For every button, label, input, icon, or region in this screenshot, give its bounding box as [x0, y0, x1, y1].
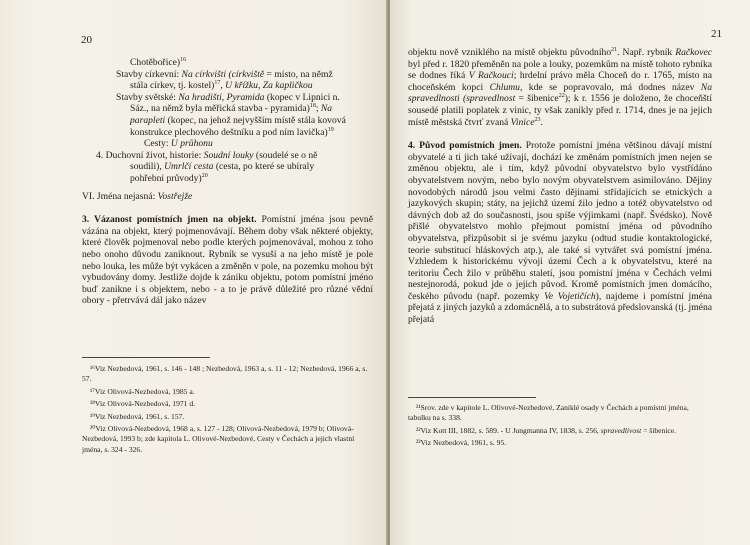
right-body-text: [408, 47, 712, 326]
text-line: Stavby světské: Na hradišti, Pyramida (kopec v Lipnici n.: [116, 91, 340, 103]
footnote-18: ¹⁸Viz Olivová-Nezbedová, 1971 d.: [90, 399, 196, 409]
text-line: Stavby církevní: Na církvišti (církviště = místo, na němž: [116, 68, 333, 80]
footnote-19: ¹⁹Viz Nezbedová, 1961, s. 157.: [90, 411, 185, 421]
page-number-left: 20: [81, 34, 92, 46]
section-3-paragraph: 3. Vázanost pomístních jmen na objekt. Pomístní jména jsou pevně vázána na objekt, který pojmenovávají. Během doby však některé objekty, které člověk pojmenoval nebo podle kterých pojmenovával, mohou z toho nebo onoho důvodu zaniknout. Rybník se vysuší a na jeho místě je pole nebo louka, les může být vykácen a změněn v pole, na pozemku mohou být vybudovány domy. Jestliže dojde k zániku objektu, potom pomístní jméno buď zanikne i s objektem, nebo - a to je právě důležité pro různé vědní obory - přetrvává dál jako název: [82, 214, 373, 307]
page-number-right: 21: [711, 28, 722, 40]
right-footnotes: [408, 403, 710, 451]
text-line: Sáz., na němž byla měřická stavba - pyramida)$^{18}$; Na: [130, 103, 333, 115]
footnote-rule-left: [82, 357, 210, 358]
text-line: stála církev, tj. kostel)$^{17}$, U křížku, Za kapličkou: [130, 80, 313, 92]
left-footnotes: [82, 364, 370, 457]
text-line: Cesty: U průhonu: [144, 138, 213, 150]
section-4-paragraph: 4. Původ pomístních jmen. Protože pomístní jména většinou dávají místní obyvatelé a ti jich také užívají, dochází ke změnám pomístních jmen nejen se změnou objektu, ale i tím, když původní obyvatelstvo bylo vystřídáno obyvatelstvem novým, nebo bylo novým obyvatelstvem asimilováno. Dějiny novodobých národů jsou velmi často dějinami střídajících se etnických a jazykových skupin; státy, na jejichž území žilo jedno a totéž obyvatelstvo od dávných dob až do současnosti, jsou spíše výjimkami (např. Švédsko). Nově přišlé obyvatelstvo mohlo přejmout pomístní jména od původního obyvatelstva, přizpůsobit si je svému jazyku (odtud studie kontaktologické, teorie substitucí hláskových atp.), ale také si vytvářet svá pomístní jména. Vzhledem k historickému vývoji území Čech a k obyvatelstvu, které na teritoriu Čech žilo v průběhu staletí, jsou pomístní jména v Čechách velmi nestejnorodá, pokud jde o jejich původ. Kromě pomístních jmen domácího, českého původu (např. pozemky Ve Vojetičích), najdeme i pomístní jména přejatá z jiných jazyků a zdomácnělá, a to substrátová předslovanská (tj. jména přejatá: [408, 140, 712, 326]
text-line: soudili), Umrlčí cesta (cesta, po které se ubíraly: [130, 161, 315, 173]
footnote-17: ¹⁷Viz Olivová-Nezbedová, 1985 a.: [90, 386, 195, 396]
footnote-21: ²¹Srov. zde v kapitole L. Olivové-Nezbedové, Zaniklé osady v Čechách a pomístní jména, tabulku na s. 338.: [408, 403, 689, 423]
text-line: pohřební průvody)$^{20}$: [130, 172, 208, 184]
text-line: konstrukce plechového deštníku a pod ním lavička)$^{19}$: [130, 126, 334, 138]
text-line: VI. Jména nejasná: Vostřejže: [82, 190, 193, 202]
text-line: 4. Duchovní život, historie: Soudní louky (soudelé se o ně: [96, 149, 318, 161]
footnote-20: ²⁰Viz Olivová-Nezbedová, 1968 a, s. 127 - 128; Olivová-Nezbedová, 1979 b; Olivová-Nezbedová, 1993 b; zde kapitola L. Olivové-Nezbedové, Cesty v Čechách a jejich vlastní jména, s. 324 - 326.: [82, 424, 355, 454]
text-line: parapleti (kopec, na jehož nejvyšším místě stála kovová: [130, 114, 346, 126]
footnote-rule-right: [408, 397, 536, 398]
footnote-23: ²³Viz Nezbedová, 1961, s. 95.: [416, 438, 507, 448]
footnote-22: ²²Viz Kott III, 1882, s. 589. - U Jungmanna IV, 1838, s. 256, spravedlivost = šibenice.: [416, 425, 677, 435]
right-page: [390, 0, 750, 545]
text-line: Chotěbořice)$^{16}$: [130, 56, 187, 68]
left-body-text: [82, 57, 373, 307]
footnote-16: ¹⁶Viz Nezbedová, 1961, s. 146 - 148 ; Nezbedová, 1963 a, s. 11 - 12; Nezbedová, 1966 a, s. 57.: [82, 364, 368, 384]
paragraph-continued: objektu nově vzniklého na místě objektu původního$^{21}$. Např. rybník Račkovec byl před r. 1820 přeměněn na pole a louky, pozemkům na místě tohoto rybníka se dodnes říká V Račkouci; hrdelní právo měla Choceň do r. 1765, místo na choceňském kopci Chlumu, kde se popravovalo, má dodnes název Na spravedlnosti (spravedlnost = šibenice$^{22}$); k r. 1556 je doloženo, že choceňští sousedé platili poplatek z vinic, ty však zanikly před r. 1714, dnes je na jejich místě městská čtvrť zvaná Vinice$^{23}$.: [408, 46, 713, 128]
